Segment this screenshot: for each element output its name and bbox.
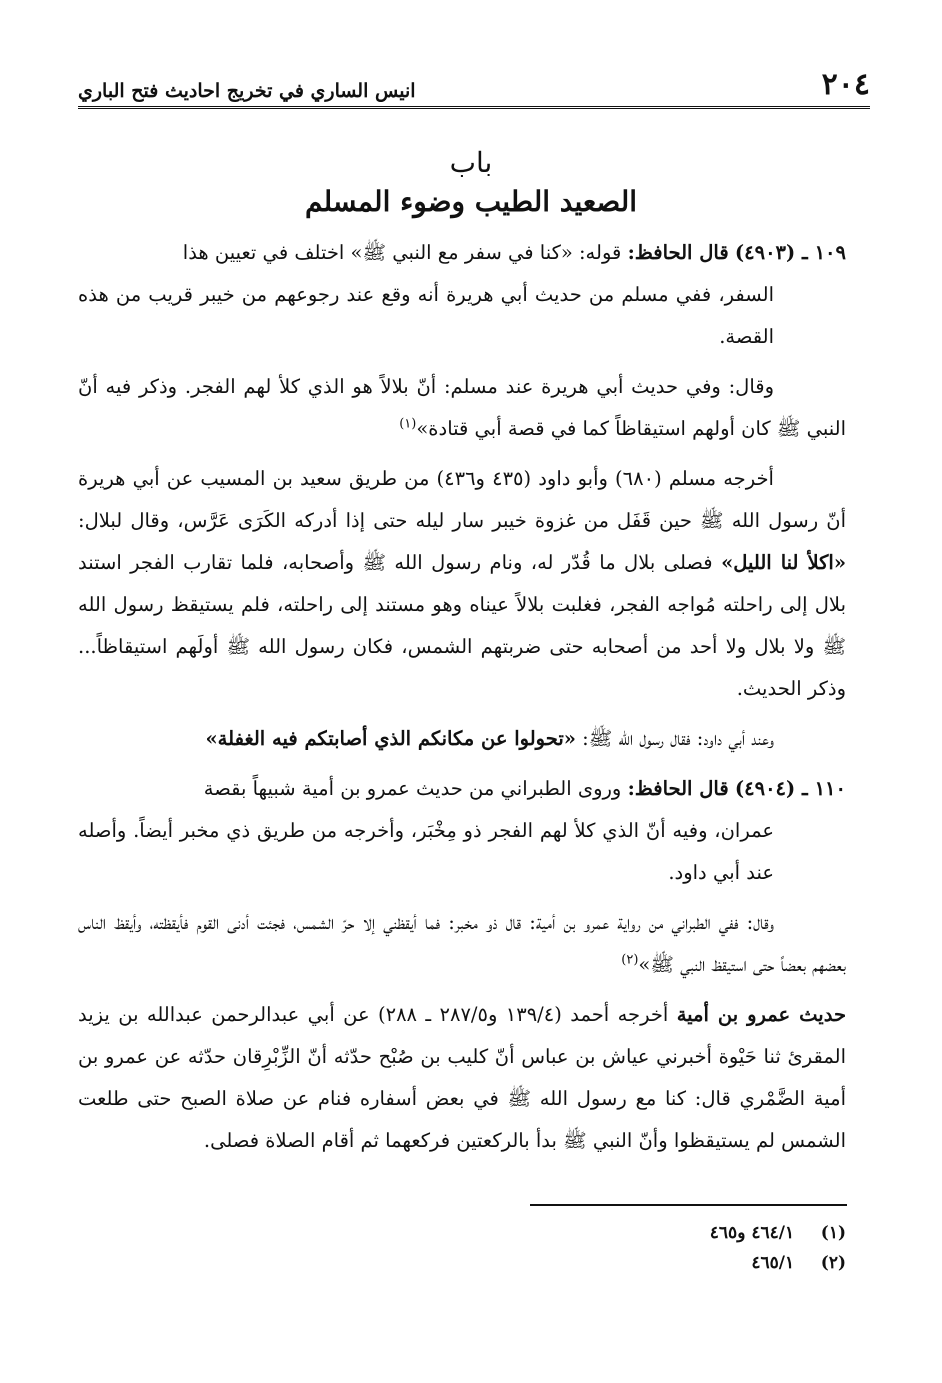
footnote-ref: (٢) bbox=[621, 952, 639, 968]
footnote-text: ٤٦٤/١ و٤٦٥ bbox=[709, 1223, 795, 1243]
paragraph-text: وقال: وفي حديث أبي هريرة عند مسلم: أنّ بلالاً هو الذي كلأ لهم الفجر. وذكر bbox=[138, 375, 774, 398]
entry-heading: قال الحافظ: bbox=[627, 241, 729, 264]
paragraph-text: أخرجه أحمد (١٣٩/٤ و٢٨٧/٥ ـ ٢٨٨) عن أبي عبدالرحمن عبدالله بن يزيد المقرئ ثنا حَيْوة أخبرني عياش بن عباس أنّ كليب بن صُبْح حدّثه أنّ الزِّبْرِقان حدّثه عن عمرو بن أمية الضَّمْري قال: كنا مع رسول الله ﷺ في بعض أسفاره فنام عن صلاة الصبح حتى طلعت الشمس لم يستيقظوا وأنّ النبي ﷺ بدأ بالركعتين فركعهما ثم أقام الصلاة فصلى. bbox=[78, 1003, 846, 1152]
footnote-text: ٤٦٥/١ bbox=[751, 1253, 795, 1273]
paragraph-quote-2 bbox=[78, 902, 846, 986]
entry-text: قوله: «كنا في سفر مع النبي ﷺ» اختلف في تعيين هذا bbox=[182, 241, 622, 264]
chapter-title: الصعيد الطيب وضوء المسلم bbox=[304, 185, 638, 218]
footnotes bbox=[546, 1218, 846, 1278]
entry-110 bbox=[78, 768, 846, 894]
paragraph-text-continued: فيه أنّ النبي ﷺ كان أولهم استيقاظاً كما في قصة أبي قتادة» bbox=[78, 375, 846, 440]
paragraph-quote-1 bbox=[78, 366, 846, 450]
paragraph-takhrij-1 bbox=[78, 458, 846, 710]
entry-number: ١٠٩ ـ (٤٩٠٣) bbox=[734, 241, 846, 264]
entry-text-continued: عمران، وفيه أنّ الذي كلأ لهم الفجر ذو مِخْبَر، وأخرجه من طريق ذي مخبر أيضاً. وأصله عند أبي داود. bbox=[78, 819, 774, 884]
entry-text: وروى الطبراني من حديث عمرو بن أمية شبيهاً بقصة bbox=[203, 777, 622, 800]
paragraph-text: وعند أبي داود: فقال رسول الله ﷺ: bbox=[582, 727, 774, 750]
footnote bbox=[546, 1248, 846, 1278]
chapter-label: باب bbox=[449, 146, 493, 179]
footnote-number: (٢) bbox=[820, 1253, 846, 1273]
page-header bbox=[78, 67, 870, 109]
paragraph-bold: حديث عمرو بن أمية bbox=[676, 1003, 846, 1026]
page-number: ٢٠٤ bbox=[821, 67, 870, 102]
paragraph-abu-dawud bbox=[78, 718, 846, 760]
footnote-number: (١) bbox=[820, 1223, 846, 1243]
entry-heading: قال الحافظ: bbox=[627, 777, 729, 800]
paragraph-text: وقال: ففي الطبراني من رواية عمرو بن أمية: قال ذو مخبر: فما أيقظني إلا حرّ الشمس، فجئت أدنى القوم فأيقظته، وأيقظ الناس بعضهم بعضاً حتى استيقظ النبي ﷺ» bbox=[78, 911, 846, 976]
paragraph-text: أخرجه مسلم (٦٨٠) وأبو داود (٤٣٥ و٤٣٦) من طريق سعيد بن المسيب عن أبي هريرة أنّ رسول الله ﷺ حين قَفَل من غزوة خيبر سار ليله حتى إذا أدركه الكَرَى عَرَّس، وقال لبلال: bbox=[78, 467, 846, 532]
paragraph-takhrij-2 bbox=[78, 994, 846, 1162]
paragraph-bold: «تحولوا عن مكانكم الذي أصابتكم فيه الغفلة» bbox=[205, 727, 576, 750]
entry-number: ١١٠ ـ (٤٩٠٤) bbox=[734, 777, 846, 800]
paragraph-bold: «اكلأ لنا الليل» bbox=[721, 551, 847, 574]
entry-text-continued: السفر، ففي مسلم من حديث أبي هريرة أنه وقع عند رجوعهم من خيبر قريب من هذه القصة. bbox=[78, 283, 774, 348]
chapter-heading bbox=[0, 145, 942, 223]
footnote-divider bbox=[530, 1204, 847, 1206]
footnote bbox=[546, 1218, 846, 1248]
running-title: انيس الساري في تخريج احاديث فتح الباري bbox=[78, 80, 416, 102]
footnote-ref: (١) bbox=[399, 416, 417, 432]
page-body bbox=[78, 232, 846, 1162]
paragraph-text-continued: فصلى بلال ما قُدّر له، ونام رسول الله ﷺ وأصحابه، فلما تقارب الفجر استند بلال إلى راحلته مُواجه الفجر، فغلبت بلالاً عيناه وهو مستند إلى راحلته، فلم يستيقظ رسول الله ﷺ ولا بلال ولا أحد من أصحابه حتى ضربتهم الشمس، فكان رسول الله ﷺ أولَهم استيقاظاً... وذكر الحديث. bbox=[78, 551, 846, 700]
entry-109 bbox=[78, 232, 846, 358]
